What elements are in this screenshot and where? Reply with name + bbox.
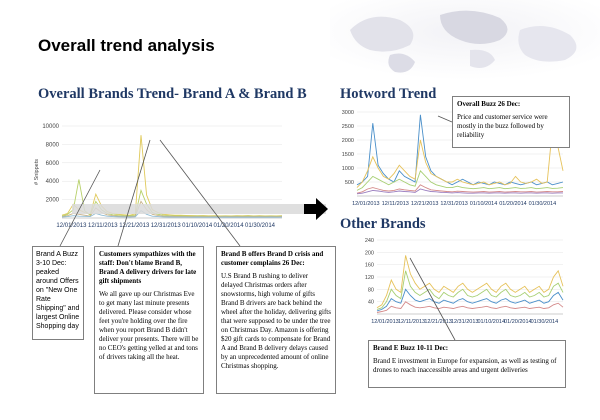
x-tick-label: 12/31/2013 xyxy=(450,319,479,325)
overall-buzz-body: Price and customer service were mostly in the buzz followed by reliability xyxy=(457,113,548,139)
callout-line-brand-b xyxy=(160,140,240,246)
callout-line-customers xyxy=(118,140,150,246)
y-tick-label: 80 xyxy=(367,287,374,294)
hotword-trend-heading: Hotword Trend xyxy=(340,86,437,102)
x-tick-label: 12/01/2013 xyxy=(352,201,380,207)
y-axis-label: # Snippets xyxy=(34,159,40,185)
brand-b-note-title: Brand B offers Brand D crisis and customer complains 26 Dec: xyxy=(221,250,324,267)
x-tick-label: 01/10/2014 xyxy=(477,319,506,325)
y-tick-label: 3000 xyxy=(341,110,354,116)
callout-line-brand-a xyxy=(60,170,100,246)
y-tick-label: 40 xyxy=(367,299,374,306)
y-tick-label: 500 xyxy=(344,180,354,186)
y-tick-label: 4000 xyxy=(45,179,59,186)
x-tick-label: 01/20/2014 xyxy=(213,223,244,229)
y-tick-label: 200 xyxy=(364,250,374,257)
y-tick-label: 6000 xyxy=(45,160,59,167)
y-tick-label: 240 xyxy=(364,238,374,244)
x-tick-label: 12/11/2013 xyxy=(381,201,409,207)
x-tick-label: 01/10/2014 xyxy=(469,201,498,207)
brand-e-buzz-title: Brand E Buzz 10-11 Dec: xyxy=(373,344,449,352)
x-tick-label: 12/11/2013 xyxy=(88,223,118,229)
y-tick-label: 1500 xyxy=(341,152,354,158)
x-tick-label: 12/21/2013 xyxy=(410,201,439,207)
y-tick-label: 1000 xyxy=(341,166,354,172)
other-brands-heading: Other Brands xyxy=(340,216,426,232)
customers-note-body: We all gave up our Christmas Eve to get many last minute presents delivered. Please consider whose feet you're holding over the fire when you report Brand B didn't deliver your presents. There will be no CEO's getting yelled at and tons of drivers taking all the heat. xyxy=(99,290,199,361)
brands-trend-heading: Overall Brands Trend- Brand A & Brand B xyxy=(38,86,307,102)
x-tick-label: 12/01/2013 xyxy=(56,223,87,229)
y-tick-label: 2000 xyxy=(45,197,59,204)
y-tick-label: 120 xyxy=(364,275,374,281)
x-tick-label: 01/30/2014 xyxy=(530,319,559,325)
y-tick-label: 2500 xyxy=(341,124,354,130)
callout-line-brand-e xyxy=(410,258,455,340)
slide-title: Overall trend analysis xyxy=(38,36,215,55)
y-tick-label: 2000 xyxy=(341,138,354,144)
x-tick-label: 12/31/2013 xyxy=(440,201,468,207)
x-tick-label: 12/31/2013 xyxy=(150,223,181,229)
x-tick-label: 01/30/2014 xyxy=(244,223,276,229)
x-tick-label: 01/10/2014 xyxy=(182,223,213,229)
x-tick-label: 01/30/2014 xyxy=(528,201,557,207)
overall-buzz-title: Overall Buzz 26 Dec: xyxy=(457,100,521,108)
x-tick-label: 01/20/2014 xyxy=(504,319,532,325)
brand-b-note-body: U.S Brand B rushing to deliver delayed Christmas orders after snowstorms, high volume of gifts Brand B drivers are back behind the wheel after the holiday, delivering gifts that were supposed to be under the tree on Christmas Day. Amazon is offering $20 gift cards to compensate for Brand A and Brand B delivery delays caused by an unprecedented amount of online Christmas shopping. xyxy=(221,272,331,370)
brand-a-buzz-text: Brand A Buzz 3-10 Dec: peaked around Offers on "New One Rate Shipping" and largest Online Shopping day xyxy=(36,251,80,330)
x-tick-label: 12/21/2013 xyxy=(424,319,452,325)
x-tick-label: 12/21/2013 xyxy=(119,223,150,229)
y-tick-label: 8000 xyxy=(45,142,59,149)
callout-line-overall-buzz xyxy=(438,116,452,122)
y-tick-label: 10000 xyxy=(42,124,59,130)
x-tick-label: 12/11/2013 xyxy=(397,319,426,325)
customers-note-title: Customers sympathizes with the staff: Don't blame Brand B, Brand A delivery drivers for late gift shipments xyxy=(99,250,197,285)
x-tick-label: 12/01/2013 xyxy=(371,319,399,325)
brand-e-buzz-body: Brand E investment in Europe for expansion, as well as testing of drones to reach inaccessible areas and urgent deliveries xyxy=(373,357,557,374)
x-tick-label: 01/20/2014 xyxy=(499,201,527,207)
y-tick-label: 160 xyxy=(364,262,374,269)
